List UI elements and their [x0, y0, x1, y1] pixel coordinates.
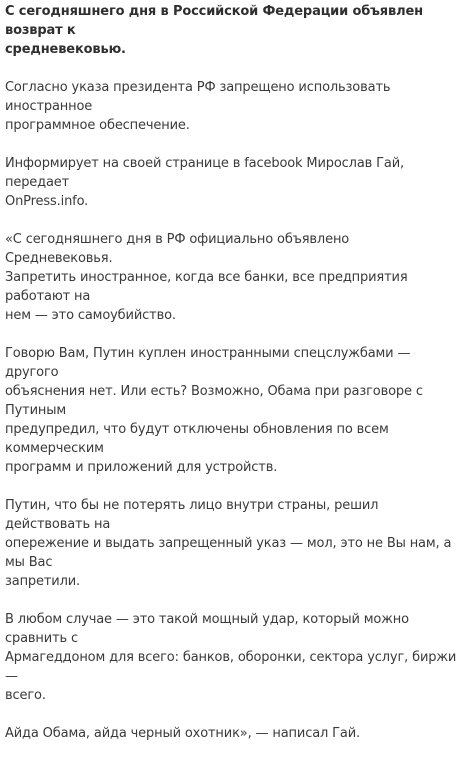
article-paragraph: «С сегодняшнего дня в РФ официально объявлено Средневековья. Запретить иностранное, когда все банки, все предприятия работают на нем — это самоубийство. [5, 232, 408, 323]
article-lead: С сегодняшнего дня в Российской Федерации объявлен возврат к средневековью. [5, 4, 423, 57]
article-paragraph: Согласно указа президента РФ запрещено использовать иностранное программное обеспечение. [5, 80, 391, 133]
article-body [5, 2, 457, 762]
article-paragraph: Информирует на своей странице в facebook Мирослав Гай, передает OnPress.info. [5, 156, 405, 209]
article-paragraph: В любом случае — это такой мощный удар, который можно сравнить с Армагеддоном для всего: банков, оборонки, сектора услуг, биржи — всего. [5, 612, 457, 703]
article-paragraph: Говорю Вам, Путин куплен иностранными спецслужбами — другого объяснения нет. Или есть? Возможно, Обама при разговоре с Путиным предупредил, что будут отключены обновления по всем коммерческим программ и приложений для устройств. [5, 346, 423, 475]
article-paragraph: Айда Обама, айда черный охотник», — написал Гай. [5, 726, 361, 741]
article-paragraph: Путин, что бы не потерять лицо внутри страны, решил действовать на опережение и выдать запрещенный указ — мол, это не Вы нам, а мы Вас запретили. [5, 498, 452, 589]
